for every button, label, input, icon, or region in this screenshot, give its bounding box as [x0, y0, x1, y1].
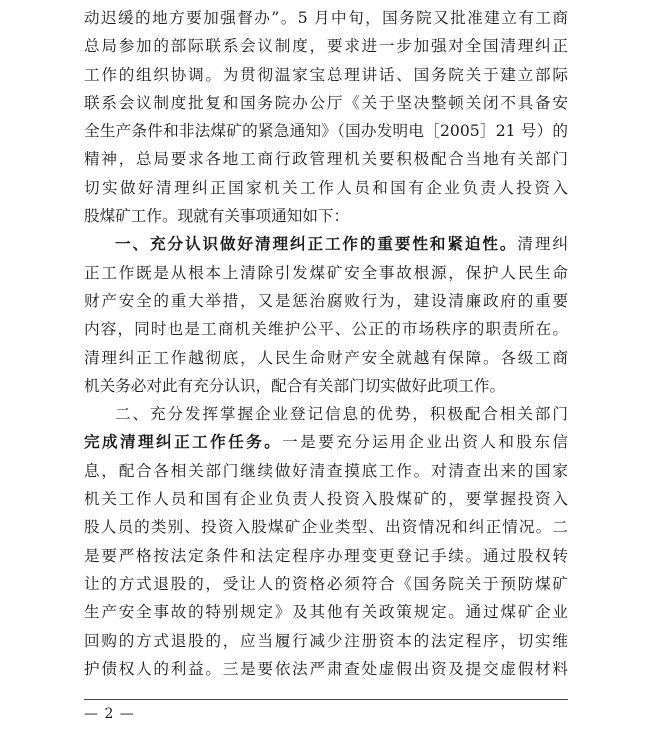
text-line-8: 股煤矿工作。现就有关事项通知如下：: [84, 207, 350, 226]
section-2-line-5: 让的方式退股的，受让人的资格必须符合《国务院关于预防煤矿: [84, 574, 568, 593]
text-line-5: 全生产条件和非法煤矿的紧急通知》（国办发明电［2005］21 号）的: [84, 122, 568, 141]
section-1-heading: 一、充分认识做好清理纠正工作的重要性和紧迫性。: [115, 234, 518, 254]
body-text: [84, 4, 568, 683]
section-2-line-7: 回购的方式退股的，应当履行减少注册资本的法定程序，切实维: [84, 631, 568, 650]
section-2-heading-line-2-row: [84, 428, 568, 456]
text-line-4: 联系会议制度批复和国务院办公厅《关于坚决整顿关闭不具备安: [84, 93, 568, 112]
section-2-line-3: 股人员的类别、投资入股煤矿企业类型、出资情况和纠正情况。二: [84, 518, 568, 537]
text-line-3: 工作的组织协调。为贯彻温家宝总理讲话、国务院关于建立部际: [84, 65, 568, 84]
footer-divider: [84, 699, 568, 700]
text-line-2: 总局参加的部际联系会议制度，要求进一步加强对全国清理纠正: [84, 37, 568, 56]
section-2-heading-line-2: 完成清理纠正工作任务。: [84, 432, 283, 452]
text-line-7: 切实做好清理纠正国家机关工作人员和国有企业负责人投资入: [84, 178, 568, 197]
section-2-line-2: 机关工作人员和国有企业负责人投资入股煤矿的，要掌握投资入: [84, 490, 568, 509]
section-1-line-0: 清理纠: [517, 235, 568, 254]
section-1-line-3: 内容，同时也是工商机关维护公平、公正的市场秩序的职责所在。: [84, 320, 568, 339]
text-line-6: 精神，总局要求各地工商行政管理机关要积极配合当地有关部门: [84, 150, 568, 169]
section-2-heading-line-1: 二、充分发挥掌握企业登记信息的优势，积极配合相关部门: [115, 405, 568, 424]
section-1-line-4: 清理纠正工作越彻底，人民生命财产安全就越有保障。各级工商: [84, 348, 568, 367]
section-1-line-5: 机关务必对此有充分认识，配合有关部门切实做好此项工作。: [84, 376, 506, 395]
section-2-line-6: 生产安全事故的特别规定》及其他有关政策规定。通过煤矿企业: [84, 603, 568, 622]
section-2-line-4: 是要严格按法定条件和法定程序办理变更登记手续。通过股权转: [84, 546, 568, 565]
section-1-line-2: 财产安全的重大举措，又是惩治腐败行为，建设清廉政府的重要: [84, 291, 568, 310]
section-2-line-1: 息，配合各相关部门继续做好清查摸底工作。对清查出来的国家: [84, 461, 568, 480]
section-2-line-8: 护债权人的利益。三是要依法严肃查处虚假出资及提交虚假材料: [84, 659, 568, 678]
page-number: — 2 —: [84, 706, 135, 722]
section-1-first-line: [84, 230, 568, 258]
section-2-line-0: 一是要充分运用企业出资人和股东信: [282, 433, 568, 452]
section-1-line-1: 正工作既是从根本上清除引发煤矿安全事故根源，保护人民生命: [84, 263, 568, 282]
text-line-1: 动迟缓的地方要加强督办”。5 月中旬，国务院又批准建立有工商: [84, 9, 568, 27]
